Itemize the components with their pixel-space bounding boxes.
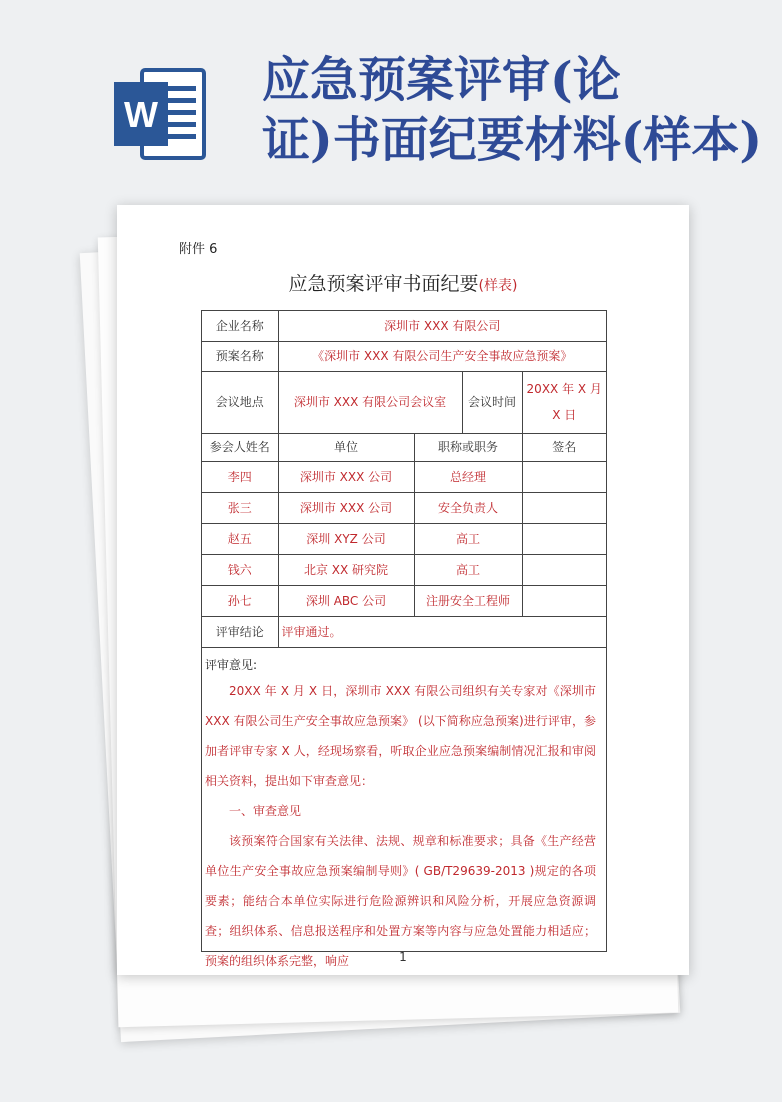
attendee-row [202,585,606,616]
attendee-unit: 北京 XX 研究院 [278,554,414,585]
attendee-signature [522,461,606,492]
attendee-role: 高工 [414,554,522,585]
attendee-signature [522,585,606,616]
meeting-place-value: 深圳市 XXX 有限公司会议室 [278,371,462,433]
attendee-role: 总经理 [414,461,522,492]
banner-title [262,50,782,170]
opinion-paragraph: 20XX 年 X 月 X 日，深圳市 XXX 有限公司组织有关专家对《深圳市 XXX 有限公司生产安全事故应急预案》 (以下简称应急预案)进行评审，参加者评审专家 X 人，经现场察看，听取企业应急预案编制情况汇报和审阅相关资料，提出如下审查意见： [205,683,596,788]
attendee-role: 注册安全工程师 [414,585,522,616]
review-form-table [202,311,606,648]
page-number: 1 [399,950,407,964]
banner-title-line-2: 证)书面纪要材料(样本) [262,112,763,168]
attendee-row [202,523,606,554]
opinion-section-heading: 一、审查意见 [229,803,302,818]
meeting-time-value: 20XX 年 X 月 X 日 [522,371,606,433]
banner-title-line-1: 应急预案评审(论 [262,52,621,108]
svg-text:W: W [124,94,158,135]
plan-name-value: 《深圳市 XXX 有限公司生产安全事故应急预案》 [278,341,606,371]
signature-header: 签名 [522,433,606,461]
unit-header: 单位 [278,433,414,461]
attendee-name-header: 参会人姓名 [202,433,278,461]
attachment-label: 附件 6 [179,242,218,257]
review-form [201,310,607,968]
attendee-name: 张三 [202,492,278,523]
attendee-unit: 深圳 XYZ 公司 [278,523,414,554]
attendee-name: 赵五 [202,523,278,554]
attendee-unit: 深圳 ABC 公司 [278,585,414,616]
attendee-row [202,492,606,523]
attendee-signature [522,554,606,585]
document-title-sub: (样表) [478,278,518,294]
word-doc-icon [112,66,208,162]
review-opinion [202,648,606,976]
conclusion-value: 评审通过。 [278,616,606,647]
meeting-time-label: 会议时间 [462,371,522,433]
attendee-signature [522,523,606,554]
title-role-header: 职称或职务 [414,433,522,461]
plan-name-label: 预案名称 [202,341,278,371]
attendee-role: 高工 [414,523,522,554]
conclusion-label: 评审结论 [202,616,278,647]
attendee-name: 钱六 [202,554,278,585]
attendee-name: 李四 [202,461,278,492]
opinion-paragraph: 该预案符合国家有关法律、法规、规章和标准要求；具备《生产经营单位生产安全事故应急预案编制导则》( GB/T29639-2013 )规定的各项要素；能结合本单位实际进行危险源辨识和风险分析，开展应急资源调查；组织体系、信息报送程序和处置方案等内容与应急处置能力相适应；预案的组织体系完整，响应 [205,833,596,968]
attendee-row [202,554,606,585]
attendee-signature [522,492,606,523]
document-title-main: 应急预案评审书面纪要 [288,273,479,295]
attendee-name: 孙七 [202,585,278,616]
meeting-place-label: 会议地点 [202,371,278,433]
opinion-heading: 评审意见: [205,657,258,672]
document-page [117,205,689,975]
company-name-label: 企业名称 [202,311,278,341]
company-name-value: 深圳市 XXX 有限公司 [278,311,606,341]
document-title [117,269,689,296]
attendee-row [202,461,606,492]
attendee-unit: 深圳市 XXX 公司 [278,492,414,523]
attendee-role: 安全负责人 [414,492,522,523]
attendee-unit: 深圳市 XXX 公司 [278,461,414,492]
